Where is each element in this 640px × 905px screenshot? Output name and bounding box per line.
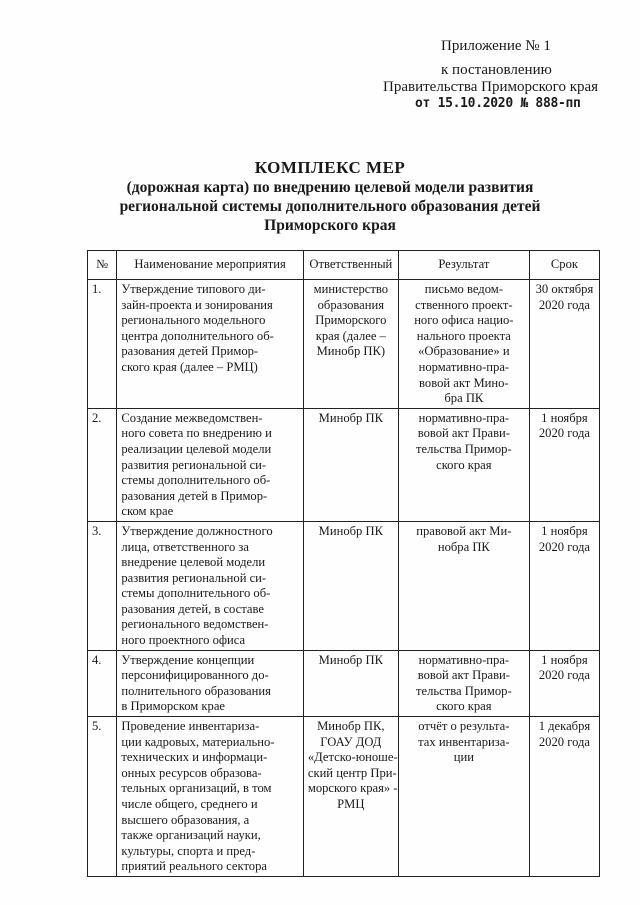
cell-text-line: отчёт о результа- [418,719,510,734]
cell-text-line: числе общего, среднего и [121,797,258,811]
header-number: № [88,251,117,280]
cell-text-line: в Приморском крае [121,699,226,714]
deadline-cell [529,717,599,877]
cell-text-line: тельства Примор- [416,683,512,698]
cell-text-line: образования [317,297,385,312]
cell-text-line: нобра ПК [437,539,490,554]
cell-text-line: ского края [436,457,492,472]
activity-cell [117,280,303,409]
cell-text-line: 2020 года [538,734,590,749]
cell-text-line: 2020 года [538,668,590,683]
cell-text-line: Минобр ПК) [316,344,386,359]
cell-text-line: полнительного образования [121,683,271,698]
cell-text-line: зайн-проекта и зонирования [121,297,273,312]
cell-text-line: края (далее – [315,328,386,343]
cell-text-line: приятий реального сектора [121,859,267,874]
cell-text-line: ском крае [121,504,174,519]
cell-text-line: ственного проект- [415,297,513,312]
cell-text-line: Проведение инвентаризa- [121,719,260,734]
cell-text-line: онных ресурсов образова- [121,765,262,780]
appendix-date-stamp: от 15.10.2020 № 888-пп [415,96,581,111]
cell-text-line: тельных организаций, в том [121,781,272,796]
cell-text-line: ции кадровых, материально- [121,734,275,749]
cell-text-line: тельства Примор- [416,441,512,456]
title-main: КОМПЛЕКС МЕР [254,158,406,177]
cell-text-line: также организаций науки, [121,828,261,843]
cell-text-line: ского края [436,699,492,714]
appendix-number: Приложение № 1 [441,38,551,54]
result-cell [398,717,529,877]
roadmap-table [87,250,600,877]
cell-text-line: регионального модельного [121,313,266,328]
table-row [88,650,600,716]
cell-text-line: 1 ноября [541,410,588,425]
deadline-cell [529,521,599,650]
cell-text-line: центра дополнительного об- [121,328,274,343]
table-row [88,280,600,409]
row-number-cell: 5. [88,717,117,877]
cell-text-line: 2020 года [538,297,590,312]
responsible-cell [303,280,398,409]
header-deadline: Срок [529,251,599,280]
row-number-cell: 1. [88,280,117,409]
cell-text-line: 2020 года [538,539,590,554]
cell-text-line: вовой акт Мино- [419,375,509,390]
cell-text-line: Минобр ПК [318,410,383,425]
responsible-cell [303,717,398,877]
cell-text-line: 1 ноября [541,523,588,538]
cell-text-line: разования детей Примор- [121,344,259,359]
cell-text-line: вовой акт Прави- [417,668,510,683]
cell-text-line: морского края» - [307,781,398,796]
cell-text-line: 1 ноября [541,652,588,667]
cell-text-line: 30 октября [535,282,594,296]
appendix-to-resolution: к постановлению [441,62,552,78]
table-row [88,717,600,877]
deadline-cell [529,408,599,521]
cell-text-line: ского края (далее – РМЦ) [121,359,258,374]
cell-text-line: технических и информаци- [121,750,268,765]
cell-text-line: реализации целевой модели [121,441,272,456]
table-row [88,408,600,521]
cell-text-line: внедрение целевой модели [121,555,266,570]
cell-text-line: Создание межведомствен- [121,410,263,425]
cell-text-line: Утверждение должностного [121,523,273,538]
cell-text-line: нормативно-пра- [418,410,510,425]
result-cell [398,280,529,409]
deadline-cell [529,650,599,716]
header-responsible: Ответственный [303,251,398,280]
header-result: Результат [398,251,529,280]
cell-text-line: ного совета по внедрению и [121,426,272,441]
cell-text-line: тах инвентаризa- [418,734,510,749]
activity-cell [117,650,303,716]
appendix-government: Правительства Приморского края [383,79,599,95]
header-activity: Наименование мероприятия [117,251,303,280]
cell-text-line: персонифицированного до- [121,668,269,683]
cell-text-line: Приморского [315,313,387,328]
responsible-cell [303,521,398,650]
cell-text-line: Минобр ПК, [317,719,385,734]
result-cell [398,408,529,521]
cell-text-line: правовой акт Ми- [416,523,512,538]
cell-text-line: развития региональной си- [121,457,267,472]
title-line-3: региональной системы дополнительного образования детей [119,198,541,215]
title-line-2: (дорожная карта) по внедрению целевой модели развития [126,179,534,196]
cell-text-line: РМЦ [337,797,365,811]
cell-text-line: ного проектного офиса [121,633,246,648]
row-number-cell: 3. [88,521,117,650]
cell-text-line: письмо ведом- [424,282,503,296]
cell-text-line: «Образование» и [418,344,510,359]
cell-text-line: Утверждение концепции [121,652,255,667]
title-line-4: Приморского края [264,217,396,234]
cell-text-line: Минобр ПК [318,523,383,538]
cell-text-line: культуры, спорта и пред- [121,843,256,858]
cell-text-line: «Детско-юноше- [307,750,398,765]
table-row [88,521,600,650]
cell-text-line: разования детей в Примор- [121,488,268,503]
cell-text-line: нормативно-пра- [418,359,510,374]
cell-text-line: ский центр При- [307,765,397,780]
cell-text-line: развития региональной си- [121,570,267,585]
responsible-cell [303,408,398,521]
result-cell [398,650,529,716]
cell-text-line: вовой акт Прави- [417,426,510,441]
cell-text-line: разования детей, в составе [121,601,264,616]
cell-text-line: лица, ответственного за [121,539,249,554]
row-number-cell: 4. [88,650,117,716]
row-number-cell: 2. [88,408,117,521]
activity-cell [117,717,303,877]
cell-text-line: бра ПК [444,391,484,406]
deadline-cell [529,280,599,409]
document-title [110,158,550,235]
cell-text-line: ции [453,750,474,765]
cell-text-line: стемы дополнительного об- [121,586,271,601]
cell-text-line: высшего образования, а [121,812,250,827]
cell-text-line: ГОАУ ДОД [320,734,382,749]
cell-text-line: регионального ведомствен- [121,617,269,632]
cell-text-line: нального проекта [416,328,511,343]
cell-text-line: 2020 года [538,426,590,441]
cell-text-line: стемы дополнительного об- [121,473,271,488]
cell-text-line: Минобр ПК [318,652,383,667]
responsible-cell [303,650,398,716]
table-header-row [88,251,600,280]
cell-text-line: министерство [313,282,389,296]
result-cell [398,521,529,650]
cell-text-line: нормативно-пра- [418,652,510,667]
cell-text-line: ного офиса нацио- [414,313,514,328]
activity-cell [117,521,303,650]
activity-cell [117,408,303,521]
cell-text-line: Утверждение типового ди- [121,282,266,296]
cell-text-line: 1 декабря [538,719,591,734]
